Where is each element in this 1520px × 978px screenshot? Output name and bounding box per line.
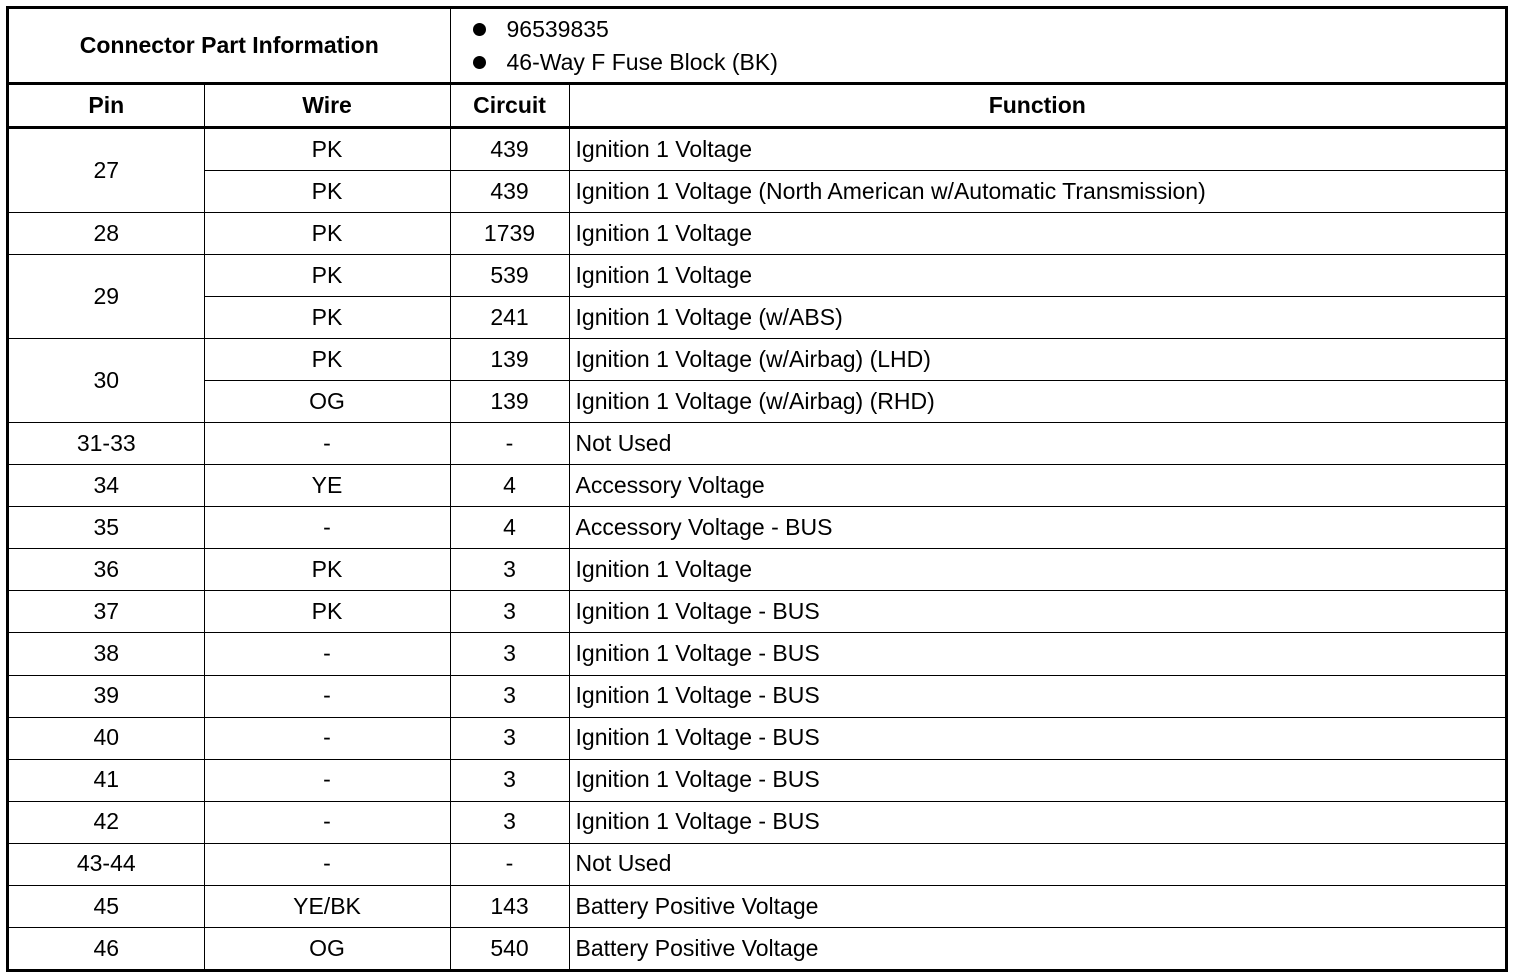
circuit-cell: 439 xyxy=(450,171,569,213)
function-cell: Ignition 1 Voltage xyxy=(569,213,1505,255)
connector-info-row xyxy=(9,9,1505,84)
circuit-cell: 3 xyxy=(450,717,569,759)
table-row xyxy=(9,591,1505,633)
table-row xyxy=(9,675,1505,717)
function-cell: Not Used xyxy=(569,423,1505,465)
function-cell: Accessory Voltage - BUS xyxy=(569,507,1505,549)
function-cell: Battery Positive Voltage xyxy=(569,885,1505,927)
pin-cell: 34 xyxy=(9,465,204,507)
connector-info-item xyxy=(473,46,1505,79)
function-cell: Ignition 1 Voltage - BUS xyxy=(569,633,1505,675)
function-cell: Ignition 1 Voltage - BUS xyxy=(569,759,1505,801)
table-row xyxy=(9,927,1505,969)
bullet-icon xyxy=(473,56,486,69)
table-row xyxy=(9,465,1505,507)
wire-cell: - xyxy=(204,759,450,801)
pin-cell: 28 xyxy=(9,213,204,255)
header-circuit: Circuit xyxy=(450,84,569,128)
table-row xyxy=(9,717,1505,759)
circuit-cell: 1739 xyxy=(450,213,569,255)
connector-pinout-table xyxy=(9,9,1505,969)
circuit-cell: 4 xyxy=(450,507,569,549)
circuit-cell: 3 xyxy=(450,591,569,633)
wire-cell: PK xyxy=(204,297,450,339)
table-row xyxy=(9,549,1505,591)
function-cell: Ignition 1 Voltage xyxy=(569,255,1505,297)
wire-cell: OG xyxy=(204,381,450,423)
pin-cell: 35 xyxy=(9,507,204,549)
pin-cell: 29 xyxy=(9,255,204,339)
circuit-cell: 539 xyxy=(450,255,569,297)
circuit-cell: 439 xyxy=(450,128,569,171)
circuit-cell: 3 xyxy=(450,675,569,717)
circuit-cell: 4 xyxy=(450,465,569,507)
circuit-cell: 241 xyxy=(450,297,569,339)
table-row xyxy=(9,885,1505,927)
table-row xyxy=(9,507,1505,549)
header-wire: Wire xyxy=(204,84,450,128)
part-number: 96539835 xyxy=(506,15,609,42)
wire-cell: PK xyxy=(204,339,450,381)
pin-cell: 42 xyxy=(9,801,204,843)
wire-cell: - xyxy=(204,843,450,885)
connector-info-list xyxy=(451,13,1505,79)
pin-cell: 43-44 xyxy=(9,843,204,885)
table-row xyxy=(9,339,1505,381)
function-cell: Ignition 1 Voltage - BUS xyxy=(569,675,1505,717)
pin-cell: 38 xyxy=(9,633,204,675)
circuit-cell: 3 xyxy=(450,759,569,801)
wire-cell: PK xyxy=(204,128,450,171)
function-cell: Not Used xyxy=(569,843,1505,885)
wire-cell: PK xyxy=(204,171,450,213)
pin-cell: 27 xyxy=(9,128,204,213)
table-row xyxy=(9,759,1505,801)
wire-cell: - xyxy=(204,675,450,717)
connector-info-label: Connector Part Information xyxy=(9,9,450,84)
function-cell: Ignition 1 Voltage (North American w/Automatic Transmission) xyxy=(569,171,1505,213)
circuit-cell: 3 xyxy=(450,801,569,843)
connector-info-list-cell xyxy=(450,9,1505,84)
header-pin: Pin xyxy=(9,84,204,128)
pin-cell: 40 xyxy=(9,717,204,759)
connector-table-frame xyxy=(6,6,1508,972)
table-row xyxy=(9,633,1505,675)
wire-cell: PK xyxy=(204,591,450,633)
wire-cell: PK xyxy=(204,213,450,255)
pin-cell: 46 xyxy=(9,927,204,969)
circuit-cell: - xyxy=(450,843,569,885)
table-row xyxy=(9,213,1505,255)
connector-info-item xyxy=(473,13,1505,46)
circuit-cell: - xyxy=(450,423,569,465)
function-cell: Ignition 1 Voltage - BUS xyxy=(569,591,1505,633)
function-cell: Battery Positive Voltage xyxy=(569,927,1505,969)
wire-cell: YE/BK xyxy=(204,885,450,927)
table-row xyxy=(9,801,1505,843)
table-row xyxy=(9,843,1505,885)
pin-cell: 36 xyxy=(9,549,204,591)
header-function: Function xyxy=(569,84,1505,128)
pin-cell: 31-33 xyxy=(9,423,204,465)
function-cell: Ignition 1 Voltage (w/Airbag) (LHD) xyxy=(569,339,1505,381)
pin-cell: 45 xyxy=(9,885,204,927)
function-cell: Ignition 1 Voltage xyxy=(569,128,1505,171)
table-row xyxy=(9,171,1505,213)
table-row xyxy=(9,423,1505,465)
wire-cell: PK xyxy=(204,255,450,297)
pin-cell: 30 xyxy=(9,339,204,423)
pin-cell: 39 xyxy=(9,675,204,717)
wire-cell: - xyxy=(204,507,450,549)
wire-cell: - xyxy=(204,717,450,759)
function-cell: Ignition 1 Voltage - BUS xyxy=(569,717,1505,759)
table-row xyxy=(9,128,1505,171)
wire-cell: YE xyxy=(204,465,450,507)
function-cell: Ignition 1 Voltage - BUS xyxy=(569,801,1505,843)
wire-cell: - xyxy=(204,423,450,465)
pin-cell: 41 xyxy=(9,759,204,801)
connector-description: 46-Way F Fuse Block (BK) xyxy=(506,48,778,75)
circuit-cell: 139 xyxy=(450,381,569,423)
circuit-cell: 3 xyxy=(450,633,569,675)
circuit-cell: 139 xyxy=(450,339,569,381)
circuit-cell: 143 xyxy=(450,885,569,927)
circuit-cell: 540 xyxy=(450,927,569,969)
wire-cell: - xyxy=(204,633,450,675)
function-cell: Ignition 1 Voltage xyxy=(569,549,1505,591)
pin-cell: 37 xyxy=(9,591,204,633)
wire-cell: - xyxy=(204,801,450,843)
table-row xyxy=(9,297,1505,339)
wire-cell: PK xyxy=(204,549,450,591)
function-cell: Ignition 1 Voltage (w/Airbag) (RHD) xyxy=(569,381,1505,423)
wire-cell: OG xyxy=(204,927,450,969)
table-row xyxy=(9,381,1505,423)
bullet-icon xyxy=(473,23,486,36)
table-row xyxy=(9,255,1505,297)
function-cell: Ignition 1 Voltage (w/ABS) xyxy=(569,297,1505,339)
circuit-cell: 3 xyxy=(450,549,569,591)
function-cell: Accessory Voltage xyxy=(569,465,1505,507)
table-header-row xyxy=(9,84,1505,128)
